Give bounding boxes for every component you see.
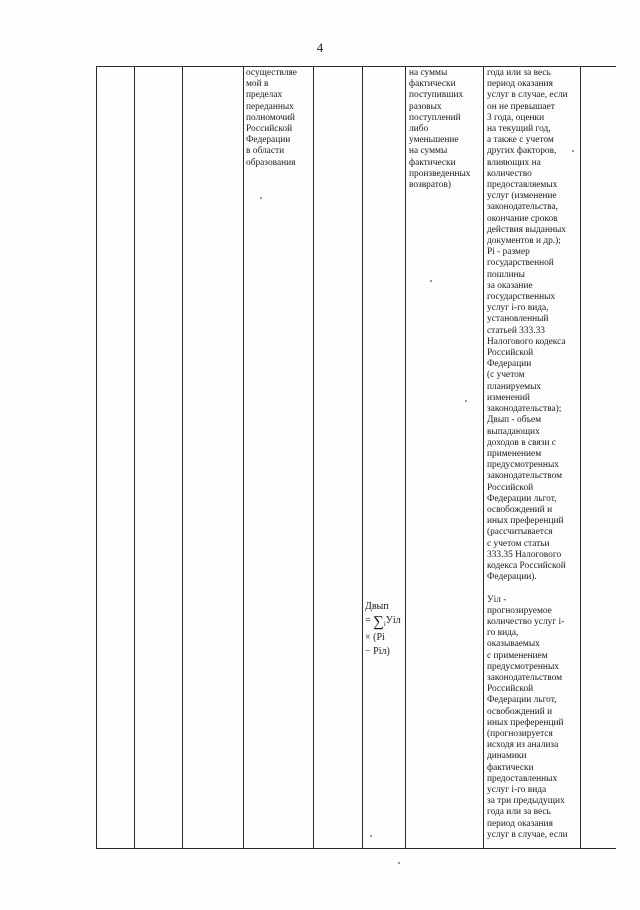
sum-symbol: ∑ (373, 614, 384, 630)
column-divider (243, 66, 244, 849)
formula (365, 600, 405, 659)
column-divider (96, 66, 97, 849)
column-divider (362, 66, 363, 849)
formula-equals: = (365, 615, 371, 626)
column-divider (580, 66, 581, 849)
scan-speck (398, 862, 400, 864)
column-divider (182, 66, 183, 849)
table-bottom-border (96, 848, 616, 849)
column-divider (313, 66, 314, 849)
scan-speck (465, 400, 467, 402)
formula-lhs: Двып (365, 601, 389, 612)
sum-index: i (383, 620, 386, 628)
column-divider (134, 66, 135, 849)
scan-speck (370, 835, 372, 837)
formula-term-1: Уiл (385, 615, 401, 626)
table-top-border (96, 66, 616, 67)
formula-term-2: − Piл) (365, 646, 390, 657)
column-divider (405, 66, 406, 849)
column-divider (483, 66, 484, 849)
page-number: 4 (316, 40, 324, 55)
scan-speck (572, 150, 574, 152)
scan-speck (430, 280, 432, 282)
scan-speck (260, 197, 262, 199)
cell-authority-text: осуществляе мой в пределах переданных полномочий Российской Федерации в области образования (246, 68, 297, 168)
formula-times: × (Pi (365, 632, 385, 643)
formula-line-2 (365, 614, 405, 631)
cell-definitions-text: года или за весь период оказания услуг в случае, если он не превышает 3 года, оценки на текущий год, а также с учетом других факторов, влияющих на количество предоставляемых услуг (изменение законодательства, окончание сроков действия выданных документов и др.); Pi - размер государственной пошлины за оказание государственных услуг i-го вида, установленный статьей 333.33 Налогового кодекса Российской Федерации (с учетом планируемых изменений законодательства); Двып - объем выпадающих доходов в связи с применением предусмотренных законодательством Российской Федерации льгот, освобождений и иных преференций (рассчитывается с учетом статьи 333.35 Налогового кодекса Российской Федерации). Уiл - прогнозируемое количество услуг i- го вида, оказываемых с применением предусмотренных законодательством Российской Федерации льгот, освобождений и иных преференций (прогнозируется исходя из анализа динамики фактически предоставленных услуг i-го вида за три предыдущих года или за весь период оказания услуг в случае, если (487, 68, 568, 840)
cell-refunds-text: на суммы фактически поступивших разовых поступлений либо уменьшение на суммы фактически произведенных возвратов) (409, 68, 471, 191)
